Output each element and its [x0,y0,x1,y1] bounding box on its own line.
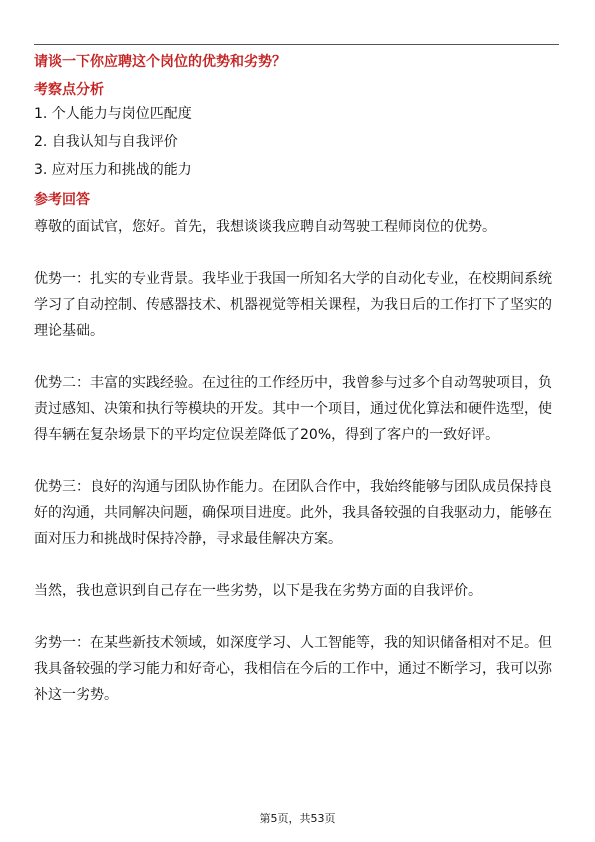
answer-paragraph: 尊敬的面试官，您好。首先，我想谈谈我应聘自动驾驶工程师岗位的优势。 [34,219,496,235]
answer-paragraph: 优势二：丰富的实践经验。在过往的工作经历中，我曾参与过多个自动驾驶项目，负责过感知、决策和执行等模块的开发。其中一个项目，通过优化算法和硬件选型，使得车辆在复杂场景下的平均定位误差降低了20%，得到了客户的一致好评。 [34,375,552,443]
analysis-point: 1. 个人能力与岗位匹配度 [34,106,192,122]
analysis-heading: 考察点分析 [34,82,104,98]
header-rule [34,44,559,45]
analysis-point: 2. 自我认知与自我评价 [34,134,178,150]
answer-paragraph: 优势一：扎实的专业背景。我毕业于我国一所知名大学的自动化专业，在校期间系统学习了自动控制、传感器技术、机器视觉等相关课程，为我日后的工作打下了坚实的理论基础。 [34,271,552,339]
answer-paragraphs [34,214,561,708]
question-title: 请谈一下你应聘这个岗位的优势和劣势？ [34,54,286,70]
answer-paragraph: 优势三：良好的沟通与团队协作能力。在团队合作中，我始终能够与团队成员保持良好的沟通，共同解决问题，确保项目进度。此外，我具备较强的自我驱动力，能够在面对压力和挑战时保持冷静，寻求最佳解决方案。 [34,479,552,547]
answer-heading: 参考回答 [34,192,90,208]
analysis-points [34,104,561,180]
page-number: 第5页，共53页 [259,812,336,825]
document-body [34,52,561,734]
answer-paragraph: 当然，我也意识到自己存在一些劣势，以下是我在劣势方面的自我评价。 [34,583,482,599]
answer-paragraph: 劣势一：在某些新技术领域，如深度学习、人工智能等，我的知识储备相对不足。但我具备较强的学习能力和好奇心，我相信在今后的工作中，通过不断学习，我可以弥补这一劣势。 [34,635,552,703]
analysis-point: 3. 应对压力和挑战的能力 [34,162,192,178]
